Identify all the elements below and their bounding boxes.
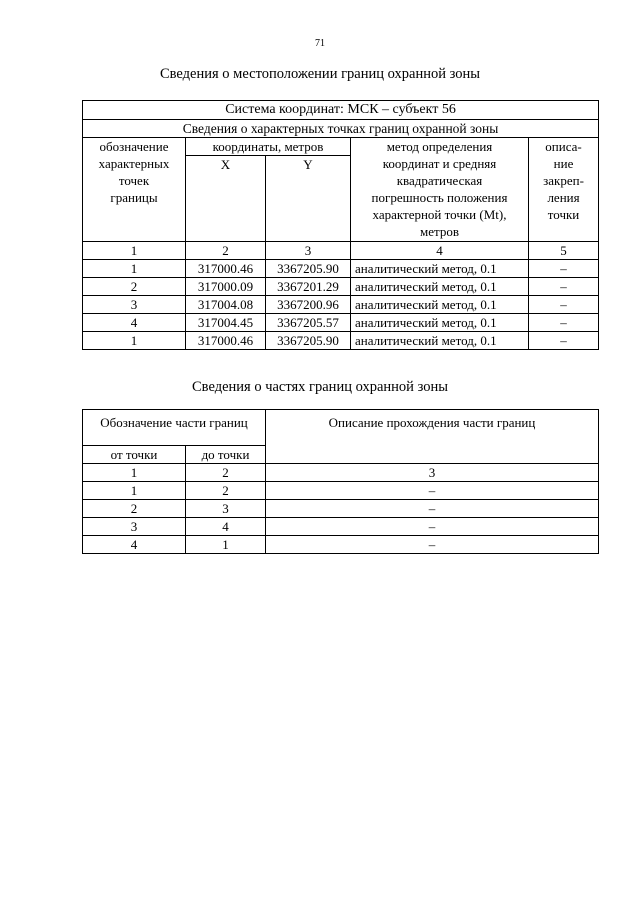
header-method <box>351 138 529 242</box>
cell-y: 3367200.96 <box>266 296 351 314</box>
cell-desc: – <box>529 296 599 314</box>
table-row <box>83 296 599 314</box>
table-row <box>83 278 599 296</box>
coordinate-system: Система координат: МСК – субъект 56 <box>83 101 599 120</box>
header-line: квадратическая <box>396 173 483 188</box>
header-line: описа- <box>545 139 582 154</box>
cell-to: 4 <box>186 518 266 536</box>
cell-point: 1 <box>83 260 186 278</box>
header-line: характерной точки (Mt), <box>372 207 507 222</box>
header-line: метров <box>420 224 459 239</box>
cell-desc: – <box>529 314 599 332</box>
cell-x: 317004.08 <box>186 296 266 314</box>
cell-from: 4 <box>83 536 186 554</box>
table-row <box>83 260 599 278</box>
header-part-description: Описание прохождения части границ <box>266 410 599 464</box>
cell-desc: – <box>266 518 599 536</box>
page-number: 71 <box>315 38 325 49</box>
header-line: погрешность положения <box>371 190 508 205</box>
cell-y: 3367205.90 <box>266 260 351 278</box>
header-line: точек <box>118 173 150 188</box>
table-row <box>83 518 599 536</box>
column-number: 2 <box>186 464 266 482</box>
cell-y: 3367201.29 <box>266 278 351 296</box>
cell-x: 317000.46 <box>186 260 266 278</box>
cell-from: 2 <box>83 500 186 518</box>
header-line: закреп- <box>543 173 584 188</box>
table-row <box>83 314 599 332</box>
column-number: 3 <box>266 464 599 482</box>
table1-title: Сведения о местоположении границ охранной зоны <box>159 66 480 82</box>
header-line: характерных <box>98 156 170 171</box>
cell-method: аналитический метод, 0.1 <box>351 314 529 332</box>
header-line: метод определения <box>386 139 493 154</box>
boundary-parts-table <box>82 409 599 554</box>
cell-point: 1 <box>83 332 186 350</box>
cell-method: аналитический метод, 0.1 <box>351 296 529 314</box>
header-from: от точки <box>83 446 186 464</box>
cell-y: 3367205.90 <box>266 332 351 350</box>
table1-subtitle: Сведения о характерных точках границ охранной зоны <box>83 120 599 138</box>
column-number: 3 <box>266 242 351 260</box>
header-coordinates: координаты, метров <box>186 138 351 156</box>
header-x: X <box>186 156 266 242</box>
cell-y: 3367205.57 <box>266 314 351 332</box>
header-line: границы <box>110 190 158 205</box>
cell-point: 4 <box>83 314 186 332</box>
header-y: Y <box>266 156 351 242</box>
header-line: координат и средняя <box>382 156 497 171</box>
column-number: 1 <box>83 242 186 260</box>
cell-method: аналитический метод, 0.1 <box>351 260 529 278</box>
header-line: ние <box>553 156 574 171</box>
cell-from: 3 <box>83 518 186 536</box>
column-number: 4 <box>351 242 529 260</box>
cell-x: 317000.46 <box>186 332 266 350</box>
cell-desc: – <box>266 536 599 554</box>
header-point-designation <box>83 138 186 242</box>
header-line: точки <box>547 207 580 222</box>
cell-to: 2 <box>186 482 266 500</box>
cell-method: аналитический метод, 0.1 <box>351 278 529 296</box>
cell-desc: – <box>266 500 599 518</box>
column-number: 2 <box>186 242 266 260</box>
cell-desc: – <box>529 332 599 350</box>
header-part: Обозначение части границ <box>83 410 266 446</box>
cell-desc: – <box>529 278 599 296</box>
column-number: 1 <box>83 464 186 482</box>
table-row <box>83 500 599 518</box>
header-line: ления <box>547 190 580 205</box>
table-row <box>83 482 599 500</box>
header-description <box>529 138 599 242</box>
cell-to: 3 <box>186 500 266 518</box>
cell-to: 1 <box>186 536 266 554</box>
cell-point: 2 <box>83 278 186 296</box>
cell-x: 317000.09 <box>186 278 266 296</box>
cell-point: 3 <box>83 296 186 314</box>
header-line: обозначение <box>99 139 169 154</box>
cell-desc: – <box>529 260 599 278</box>
cell-desc: – <box>266 482 599 500</box>
cell-x: 317004.45 <box>186 314 266 332</box>
table-row <box>83 332 599 350</box>
column-number: 5 <box>529 242 599 260</box>
cell-method: аналитический метод, 0.1 <box>351 332 529 350</box>
table2-title: Сведения о частях границ охранной зоны <box>192 379 448 395</box>
header-to: до точки <box>186 446 266 464</box>
cell-from: 1 <box>83 482 186 500</box>
points-table <box>82 100 599 350</box>
table-row <box>83 536 599 554</box>
